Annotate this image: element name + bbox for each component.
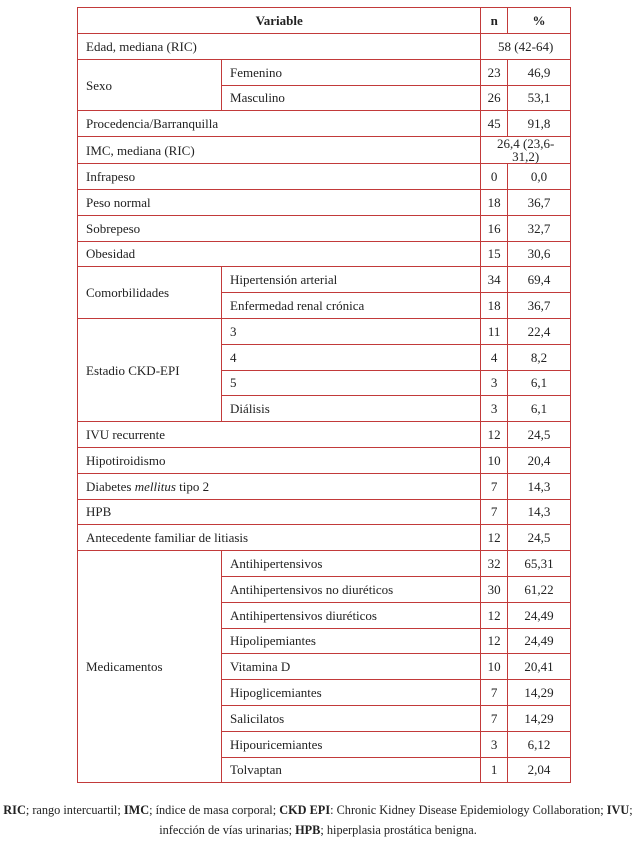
count-cell: 18 [481, 189, 508, 215]
italic-term: mellitus [134, 478, 176, 494]
percent-cell: 65,31 [508, 551, 571, 577]
table-row [78, 189, 571, 215]
table-row [78, 34, 571, 60]
count-cell: 3 [481, 396, 508, 422]
characteristics-table [77, 7, 571, 783]
count-cell: 32 [481, 551, 508, 577]
row-label: Hipoglicemiantes [222, 680, 481, 706]
percent-cell: 8,2 [508, 344, 571, 370]
summary-value: 26,4 (23,6-31,2) [481, 137, 571, 164]
table-row [78, 525, 571, 551]
header-percent: % [508, 8, 571, 34]
row-label: Obesidad [78, 241, 481, 267]
row-label: Peso normal [78, 189, 481, 215]
percent-cell: 36,7 [508, 189, 571, 215]
percent-cell: 24,5 [508, 525, 571, 551]
count-cell: 12 [481, 602, 508, 628]
row-label: Procedencia/Barranquilla [78, 111, 481, 137]
percent-cell: 14,3 [508, 473, 571, 499]
percent-cell: 46,9 [508, 59, 571, 85]
abbreviation-definition: ; hiperplasia prostática benigna. [320, 823, 477, 837]
abbreviation-definition: : Chronic Kidney Disease Epidemiology Collaboration; [330, 803, 607, 817]
percent-cell: 14,29 [508, 680, 571, 706]
abbreviation: CKD EPI [279, 803, 331, 817]
count-cell: 23 [481, 59, 508, 85]
percent-cell: 53,1 [508, 85, 571, 111]
row-label: Vitamina D [222, 654, 481, 680]
group-label: Comorbilidades [78, 267, 222, 319]
percent-cell: 32,7 [508, 215, 571, 241]
header-n: n [481, 8, 508, 34]
abbreviation: RIC [3, 803, 26, 817]
count-cell: 7 [481, 705, 508, 731]
count-cell: 7 [481, 499, 508, 525]
count-cell: 45 [481, 111, 508, 137]
row-label: Infrapeso [78, 164, 481, 190]
abbreviation-definition: ; infección de vías urinarias; [159, 803, 633, 837]
percent-cell: 20,4 [508, 447, 571, 473]
percent-cell: 6,1 [508, 396, 571, 422]
count-cell: 12 [481, 422, 508, 448]
abbreviation: HPB [295, 823, 321, 837]
percent-cell: 14,29 [508, 705, 571, 731]
count-cell: 7 [481, 680, 508, 706]
row-label: Antihipertensivos no diuréticos [222, 576, 481, 602]
percent-cell: 69,4 [508, 267, 571, 293]
row-label: Hipouricemiantes [222, 731, 481, 757]
count-cell: 10 [481, 447, 508, 473]
row-label: Hipertensión arterial [222, 267, 481, 293]
row-label [78, 473, 481, 499]
row-label: Masculino [222, 85, 481, 111]
count-cell: 0 [481, 164, 508, 190]
group-label: Estadio CKD-EPI [78, 318, 222, 421]
table-row [78, 447, 571, 473]
row-label: IMC, mediana (RIC) [78, 137, 481, 164]
label-part: tipo 2 [175, 478, 210, 494]
row-label: Antihipertensivos diuréticos [222, 602, 481, 628]
count-cell: 34 [481, 267, 508, 293]
count-cell: 1 [481, 757, 508, 783]
percent-cell: 30,6 [508, 241, 571, 267]
count-cell: 18 [481, 293, 508, 319]
count-cell: 12 [481, 525, 508, 551]
group-label: Medicamentos [78, 551, 222, 783]
table-row [78, 499, 571, 525]
abbreviation-definition: ; rango intercuartil; [25, 803, 124, 817]
count-cell: 4 [481, 344, 508, 370]
table-row [78, 241, 571, 267]
table-row [78, 164, 571, 190]
row-label: 5 [222, 370, 481, 396]
percent-cell: 6,1 [508, 370, 571, 396]
percent-cell: 0,0 [508, 164, 571, 190]
row-label: 4 [222, 344, 481, 370]
abbreviation-definition: ; índice de masa corporal; [149, 803, 280, 817]
table-row [78, 473, 571, 499]
row-label: IVU recurrente [78, 422, 481, 448]
table-row [78, 422, 571, 448]
percent-cell: 91,8 [508, 111, 571, 137]
table-footnote [0, 800, 636, 840]
row-label: Hipolipemiantes [222, 628, 481, 654]
row-label: Antecedente familiar de litiasis [78, 525, 481, 551]
group-label: Sexo [78, 59, 222, 111]
count-cell: 7 [481, 473, 508, 499]
abbreviation: IVU [606, 803, 630, 817]
table-row [78, 59, 571, 85]
row-label: Enfermedad renal crónica [222, 293, 481, 319]
label-part: Diabetes [86, 478, 135, 494]
row-label: Antihipertensivos [222, 551, 481, 577]
row-label: Diálisis [222, 396, 481, 422]
percent-cell: 24,49 [508, 628, 571, 654]
count-cell: 11 [481, 318, 508, 344]
count-cell: 3 [481, 370, 508, 396]
percent-cell: 6,12 [508, 731, 571, 757]
row-label: 3 [222, 318, 481, 344]
count-cell: 15 [481, 241, 508, 267]
count-cell: 16 [481, 215, 508, 241]
count-cell: 26 [481, 85, 508, 111]
table-header-row [78, 8, 571, 34]
abbreviation: IMC [123, 803, 150, 817]
summary-value: 58 (42-64) [481, 34, 571, 60]
count-cell: 12 [481, 628, 508, 654]
percent-cell: 14,3 [508, 499, 571, 525]
row-label: HPB [78, 499, 481, 525]
percent-cell: 36,7 [508, 293, 571, 319]
row-label: Sobrepeso [78, 215, 481, 241]
percent-cell: 22,4 [508, 318, 571, 344]
table-row [78, 318, 571, 344]
row-label: Hipotiroidismo [78, 447, 481, 473]
table-row [78, 267, 571, 293]
percent-cell: 24,5 [508, 422, 571, 448]
table-row [78, 111, 571, 137]
row-label: Femenino [222, 59, 481, 85]
table-row [78, 551, 571, 577]
count-cell: 10 [481, 654, 508, 680]
table-row [78, 215, 571, 241]
row-label: Tolvaptan [222, 757, 481, 783]
count-cell: 3 [481, 731, 508, 757]
percent-cell: 61,22 [508, 576, 571, 602]
percent-cell: 20,41 [508, 654, 571, 680]
count-cell: 30 [481, 576, 508, 602]
row-label: Edad, mediana (RIC) [78, 34, 481, 60]
percent-cell: 24,49 [508, 602, 571, 628]
percent-cell: 2,04 [508, 757, 571, 783]
table-row [78, 137, 571, 164]
row-label: Salicilatos [222, 705, 481, 731]
header-variable: Variable [78, 8, 481, 34]
